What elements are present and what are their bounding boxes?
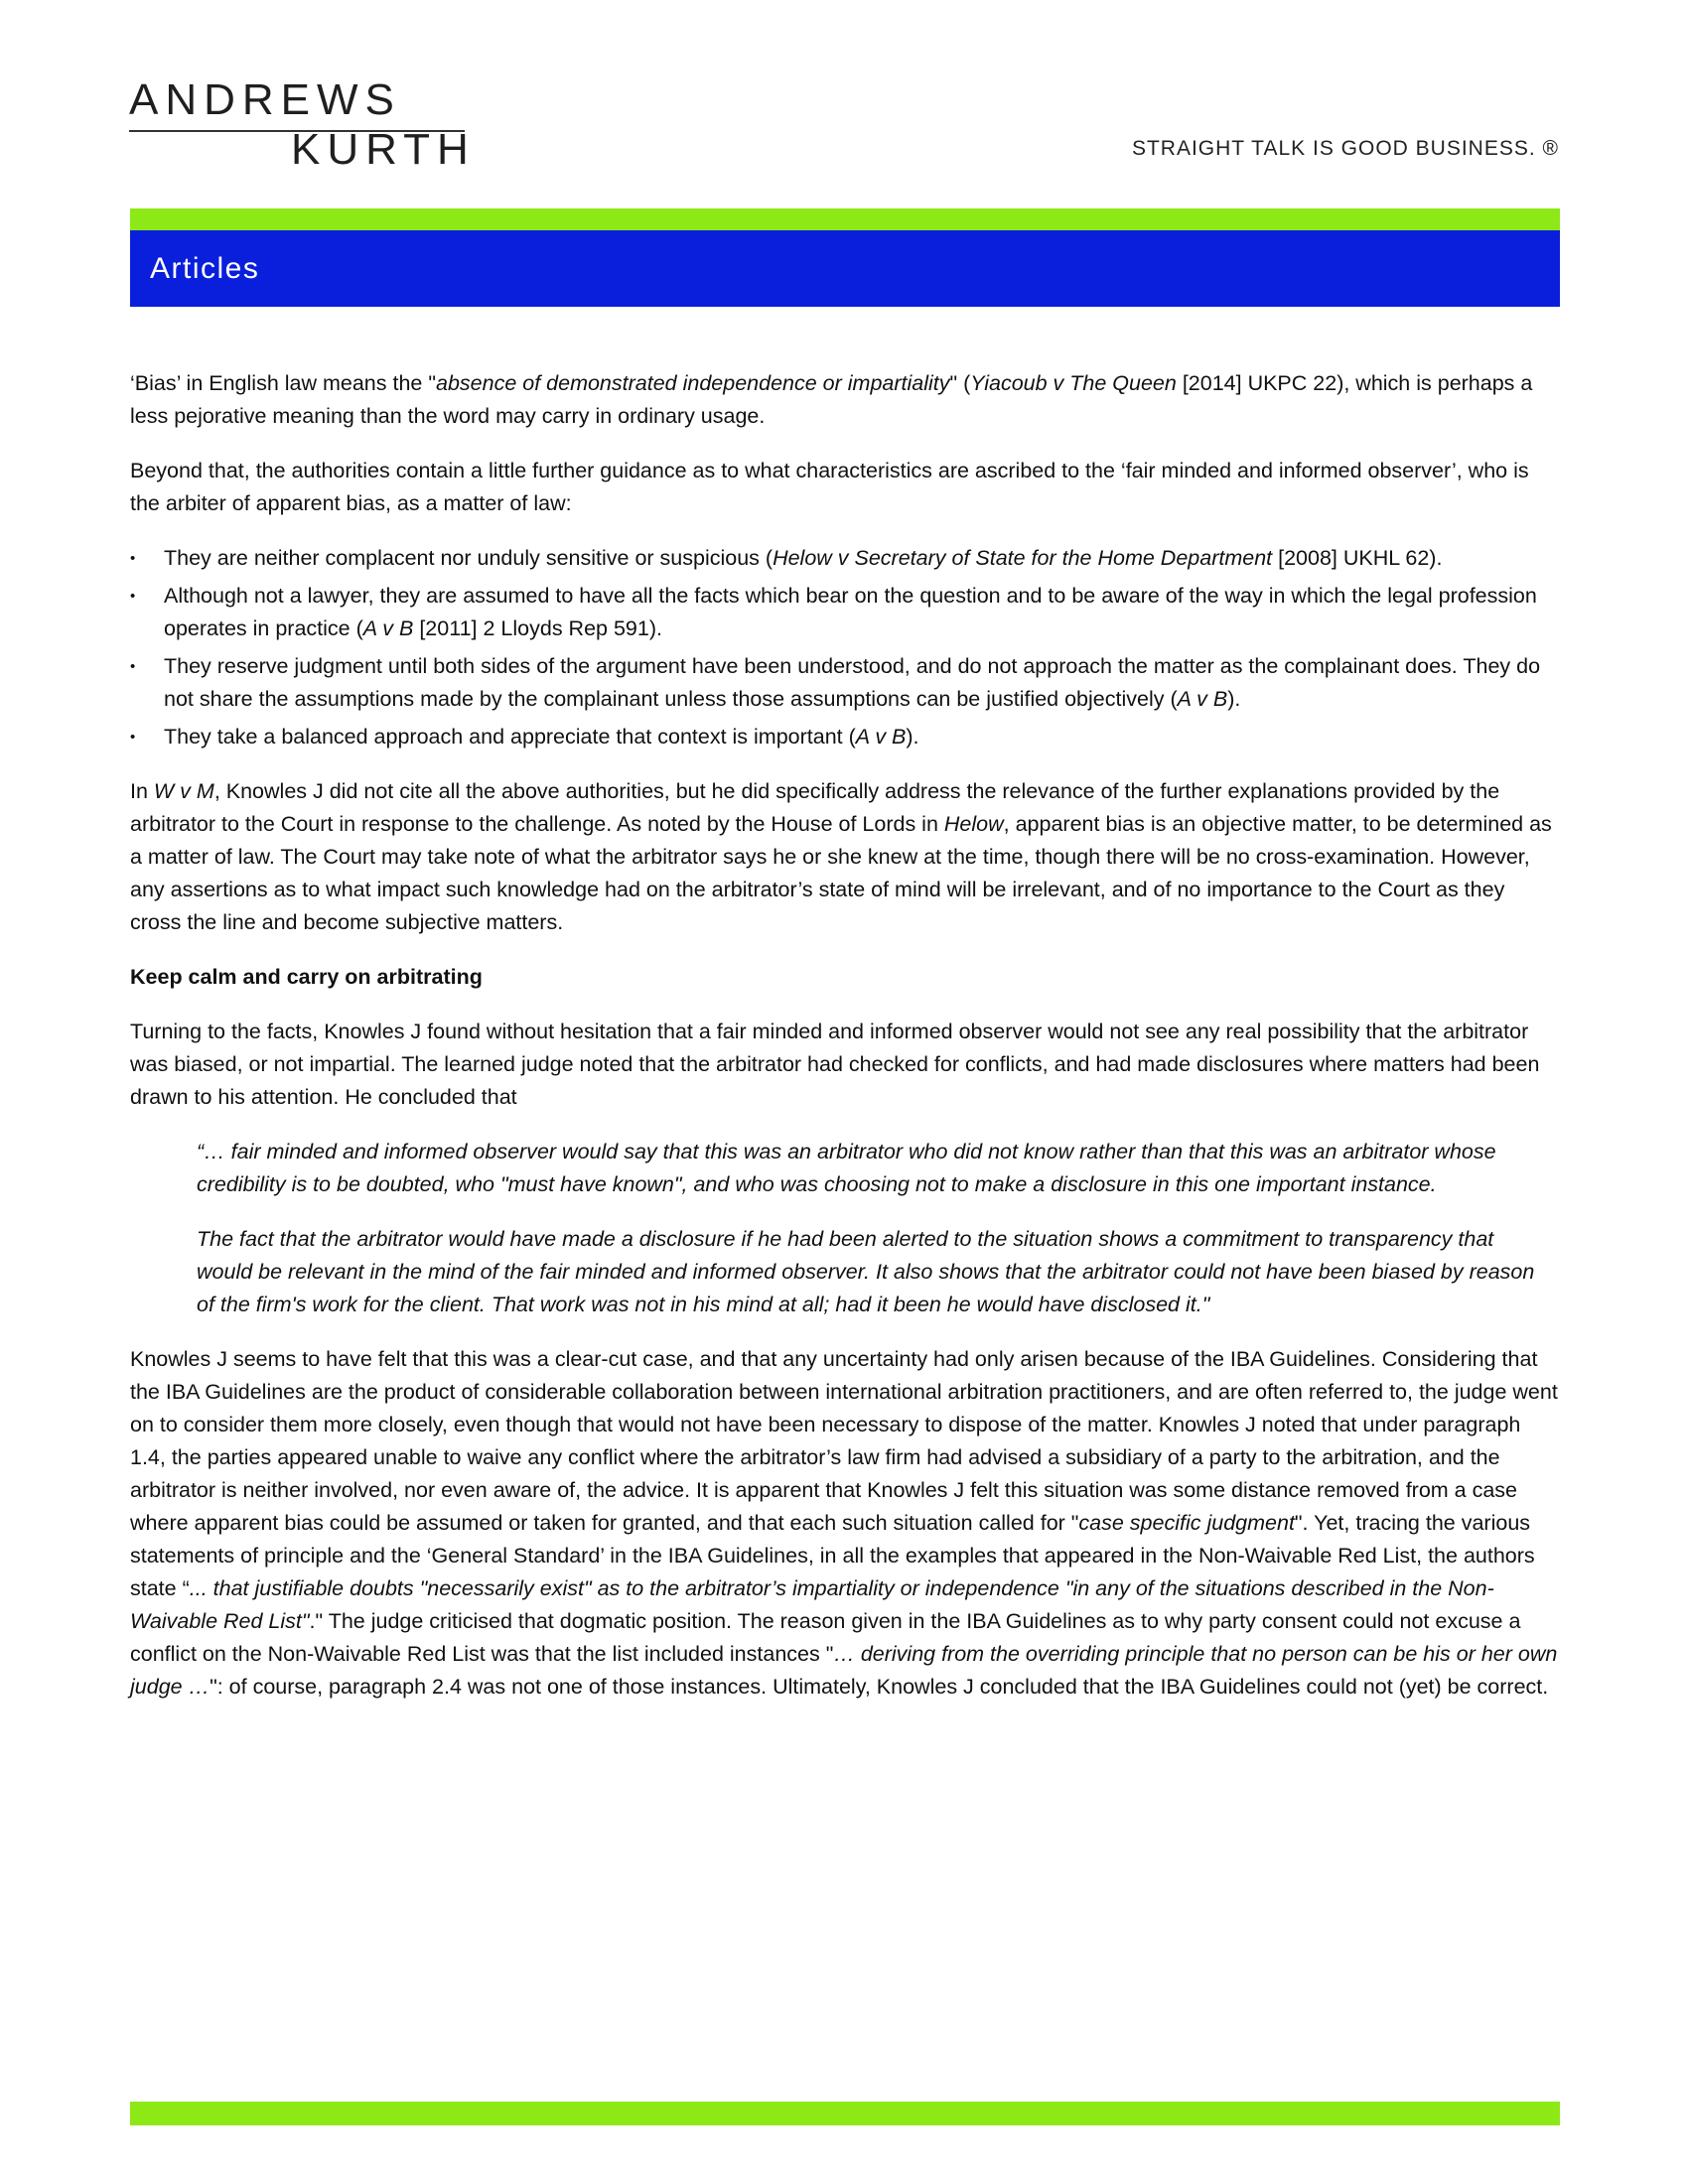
paragraph-iba-guidelines: Knowles J seems to have felt that this was a clear-cut case, and that any uncertainty had only arisen because of the IBA Guidelines. Considering that the IBA Guidelines are the product of considerable collaboration between international arbitration practitioners, and are often referred to, the judge went on to consider them more closely, even though that would not have been necessary to dispose of the matter. Knowles J noted that under paragraph 1.4, the parties appeared unable to waive any conflict where the arbitrator’s law firm had advised a subsidiary of a party to the arbitration, and the arbitrator is neither involved, nor even aware of, the advice. It is apparent that Knowles J felt this situation was some distance removed from a case where apparent bias could be assumed or taken for granted, and that each such situation called for "case specific judgment". Yet, tracing the various statements of principle and the ‘General Standard’ in the IBA Guidelines, in all the examples that appeared in the Non-Waivable Red List, the authors state “... that justifiable doubts "necessarily exist" as to the arbitrator’s impartiality or independence "in any of the situations described in the Non-Waivable Red List"." The judge criticised that dogmatic position. The reason given in the IBA Guidelines as to why party consent could not excuse a conflict on the Non-Waivable Red List was that the list included instances "… deriving from the overriding principle that no person can be his or her own judge …": of course, paragraph 2.4 was not one of those instances. Ultimately, Knowles J concluded that the IBA Guidelines could not (yet) be correct. (130, 1347, 1558, 1699)
tagline: STRAIGHT TALK IS GOOD BUSINESS. ® (1131, 137, 1559, 160)
observer-characteristics-list (130, 542, 1560, 753)
firm-logo (129, 75, 477, 174)
quote-transparency: The fact that the arbitrator would have made a disclosure if he had been alerted to the situation shows a commitment to transparency that would be relevant in the mind of the fair minded and informed observer. It also shows that the arbitrator could not have been biased by reason of the firm's work for the client. That work was not in his mind at all; had it been he would have disclosed it." (197, 1227, 1535, 1316)
paragraph-w-v-m: In W v M, Knowles J did not cite all the above authorities, but he did specifically address the relevance of the further explanations provided by the arbitrator to the Court in response to the challenge. As noted by the House of Lords in Helow, apparent bias is an objective matter, to be determined as a matter of law. The Court may take note of what the arbitrator says he or she knew at the time, though there will be no cross-examination. However, any assertions as to what impact such knowledge had on the arbitrator’s state of mind will be irrelevant, and of no importance to the Court as they cross the line and become subjective matters. (130, 779, 1552, 934)
list-item: • They are neither complacent nor unduly sensitive or suspicious (Helow v Secretary of State for the Home Department [2008] UKHL 62). (130, 542, 1560, 575)
logo-line-kurth: KURTH (291, 125, 476, 174)
section-banner (130, 230, 1560, 307)
logo-line-andrews: ANDREWS (129, 75, 401, 124)
subheading-keep-calm: Keep calm and carry on arbitrating (130, 965, 483, 989)
green-divider-bottom (130, 2102, 1560, 2125)
green-divider-top (130, 208, 1560, 230)
paragraph-bias-definition: ‘Bias’ in English law means the "absence of demonstrated independence or impartiality" (Yiacoub v The Queen [2014] UKPC 22), which is perhaps a less pejorative meaning than the word may carry in ordinary usage. (130, 371, 1533, 428)
paragraph-facts: Turning to the facts, Knowles J found without hesitation that a fair minded and informed observer would not see any real possibility that the arbitrator was biased, or not impartial. The learned judge noted that the arbitrator had checked for conflicts, and had made disclosures where matters had been drawn to his attention. He concluded that (130, 1020, 1540, 1109)
list-item: • Although not a lawyer, they are assumed to have all the facts which bear on the question and to be aware of the way in which the legal profession operates in practice (A v B [2011] 2 Lloyds Rep 591). (130, 580, 1560, 645)
article-body (130, 367, 1560, 1725)
paragraph-observer-intro: Beyond that, the authorities contain a little further guidance as to what characteristics are ascribed to the ‘fair minded and informed observer’, who is the arbiter of apparent bias, as a matter of law: (130, 459, 1529, 515)
section-title: Articles (150, 252, 260, 285)
list-item: • They take a balanced approach and appreciate that context is important (A v B). (130, 721, 1560, 753)
quote-observer: “… fair minded and informed observer would say that this was an arbitrator who did not know rather than that this was an arbitrator whose credibility is to be doubted, who "must have known", and who was choosing not to make a disclosure in this one important instance. (197, 1140, 1496, 1196)
list-item: • They reserve judgment until both sides of the argument have been understood, and do not approach the matter as the complainant does. They do not share the assumptions made by the complainant unless those assumptions can be justified objectively (A v B). (130, 650, 1560, 716)
